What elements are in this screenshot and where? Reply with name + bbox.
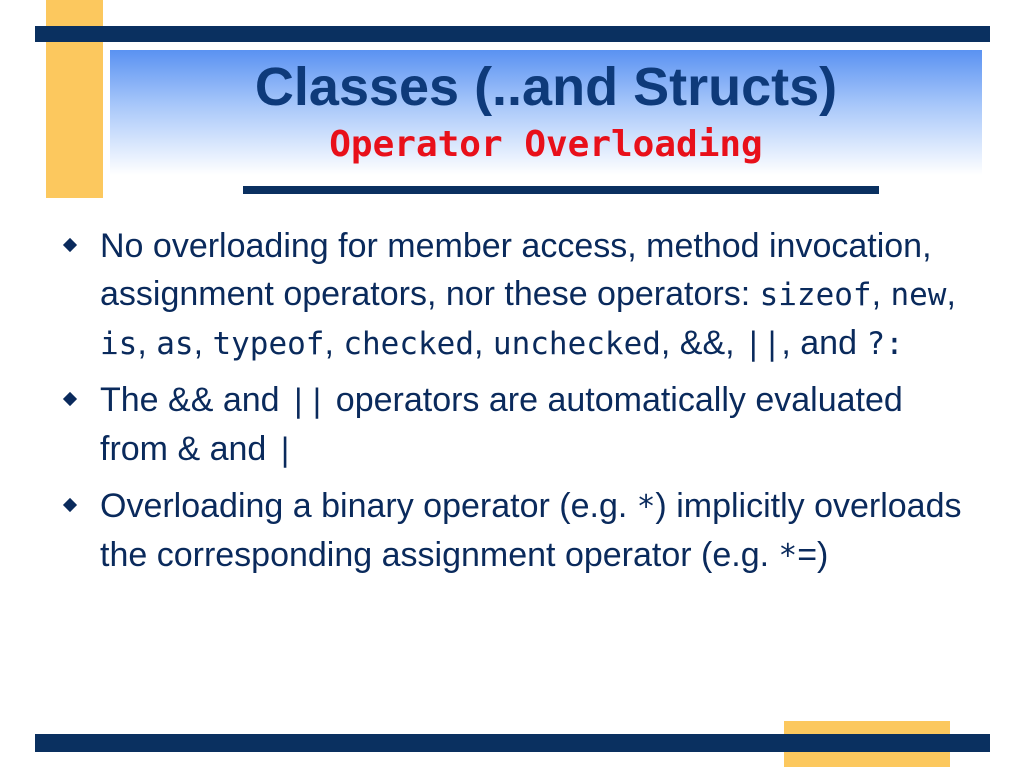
text-segment: ,	[137, 324, 157, 362]
title-underline	[243, 186, 879, 194]
text-segment: No overloading for member access, method invocation, assignment operators, nor these operators:	[100, 227, 932, 313]
code-token: ||	[289, 383, 327, 419]
code-token: *	[778, 538, 798, 574]
text-segment: ,	[474, 324, 493, 362]
slide-title: Classes (..and Structs)	[254, 57, 838, 117]
bullet-text	[100, 227, 956, 362]
bullet-text	[100, 381, 903, 468]
code-token: as	[156, 326, 194, 362]
top-divider-bar	[35, 26, 990, 42]
code-token: new	[890, 277, 947, 313]
text-segment: ) implicitly overloads the corresponding assignment operator (e.g.	[100, 487, 962, 574]
text-segment: , and	[781, 324, 867, 362]
code-token: ||	[744, 326, 782, 362]
text-segment: ,	[193, 324, 213, 362]
bullet-item	[62, 376, 962, 474]
code-token: |	[275, 432, 295, 468]
code-token: ?:	[866, 326, 904, 362]
text-segment: The && and	[100, 381, 290, 419]
text-segment: , &&,	[660, 324, 745, 362]
text-segment: ,	[946, 275, 956, 313]
bullet-item	[62, 482, 962, 580]
bullet-text	[100, 487, 962, 574]
code-token: typeof	[212, 326, 325, 362]
bullet-list	[62, 222, 962, 588]
text-segment: ,	[871, 275, 891, 313]
text-segment: operators are automatically evaluated from & and	[100, 381, 903, 468]
code-token: *	[636, 489, 656, 525]
diamond-bullet-icon	[63, 392, 77, 406]
code-token: checked	[343, 326, 475, 362]
text-segment: ,	[324, 324, 344, 362]
code-token: sizeof	[759, 277, 872, 313]
slide-subtitle: Operator Overloading	[329, 124, 763, 165]
code-token: is	[100, 326, 138, 362]
diamond-bullet-icon	[63, 238, 77, 252]
bullet-item	[62, 222, 962, 368]
text-segment: =)	[797, 536, 829, 574]
text-segment: Overloading a binary operator (e.g.	[100, 487, 637, 525]
code-token: unchecked	[492, 326, 661, 362]
diamond-bullet-icon	[63, 498, 77, 512]
bottom-divider-bar	[35, 734, 990, 752]
